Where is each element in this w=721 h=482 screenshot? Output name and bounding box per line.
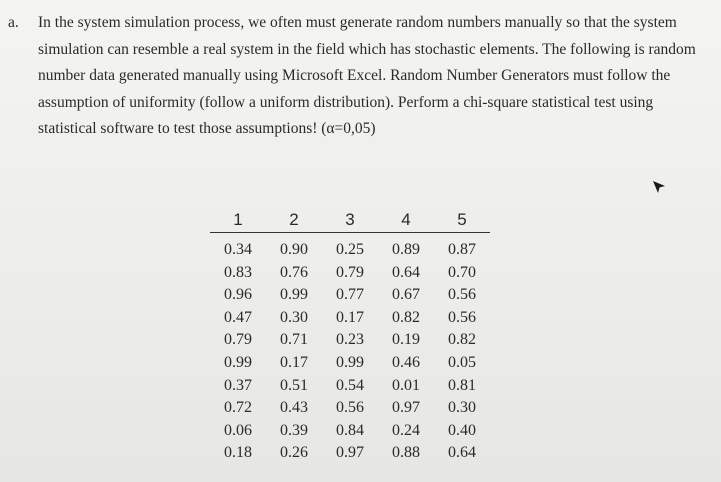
question-block — [8, 10, 698, 143]
random-number-table — [210, 210, 490, 465]
table-cell: 0.83 — [224, 263, 252, 281]
table-row — [210, 352, 490, 375]
table-cell: 0.89 — [392, 241, 420, 258]
table-cell: 0.64 — [448, 444, 476, 462]
table-cell: 0.17 — [336, 308, 364, 326]
table-cell: 0.99 — [336, 353, 364, 371]
table-row — [210, 233, 490, 262]
table-cell: 0.88 — [392, 444, 420, 462]
table-cell: 0.26 — [280, 444, 308, 462]
table-cell: 0.84 — [336, 421, 364, 439]
table-cell: 0.39 — [280, 421, 308, 439]
table-cell: 0.76 — [280, 263, 308, 281]
table-cell: 0.79 — [224, 331, 252, 349]
table-row — [210, 375, 490, 398]
table-cell: 0.40 — [448, 421, 476, 439]
column-header: 1 — [210, 210, 266, 233]
table-cell: 0.71 — [280, 331, 308, 349]
table-cell: 0.87 — [448, 241, 476, 258]
table-cell: 0.56 — [448, 286, 476, 304]
column-header: 3 — [322, 210, 378, 233]
table-cell: 0.56 — [336, 399, 364, 417]
table-row — [210, 307, 490, 330]
table-cell: 0.30 — [280, 308, 308, 326]
table-cell: 0.70 — [448, 263, 476, 281]
question-text: In the system simulation process, we often must generate random numbers manually so that the system simulation can resemble a real system in the field which has stochastic elements. The following is random number data generated manually using Microsoft Excel. Random Number Generators must follow the assumption of uniformity (follow a uniform distribution). Perform a chi-square statistical test using statistical software to test those assumptions! (α=0,05) — [38, 14, 696, 137]
table-cell: 0.97 — [392, 399, 420, 417]
table-cell: 0.54 — [336, 376, 364, 394]
table-row — [210, 442, 490, 465]
mouse-pointer-icon — [652, 180, 666, 194]
table-cell: 0.30 — [448, 399, 476, 417]
column-header: 5 — [434, 210, 490, 233]
table-cell: 0.17 — [280, 353, 308, 371]
table-cell: 0.46 — [392, 353, 420, 371]
table-cell: 0.82 — [448, 331, 476, 349]
table-body — [210, 233, 490, 465]
table-cell: 0.25 — [336, 241, 364, 258]
table-cell: 0.01 — [392, 376, 420, 394]
question-label: a. — [8, 14, 19, 31]
table-header-row — [210, 210, 490, 233]
table-cell: 0.72 — [224, 399, 252, 417]
table-cell: 0.37 — [224, 376, 252, 394]
table-row — [210, 329, 490, 352]
table-row — [210, 284, 490, 307]
table-cell: 0.51 — [280, 376, 308, 394]
table-cell: 0.56 — [448, 308, 476, 326]
table-cell: 0.47 — [224, 308, 252, 326]
table-cell: 0.99 — [280, 286, 308, 304]
table-cell: 0.34 — [224, 241, 252, 258]
table-cell: 0.67 — [392, 286, 420, 304]
table-cell: 0.81 — [448, 376, 476, 394]
table-cell: 0.43 — [280, 399, 308, 417]
column-header: 2 — [266, 210, 322, 233]
table-cell: 0.19 — [392, 331, 420, 349]
table-cell: 0.64 — [392, 263, 420, 281]
table-cell: 0.99 — [224, 353, 252, 371]
table-cell: 0.82 — [392, 308, 420, 326]
table-cell: 0.97 — [336, 444, 364, 462]
table-cell: 0.05 — [448, 353, 476, 371]
table-cell: 0.23 — [336, 331, 364, 349]
table-cell: 0.79 — [336, 263, 364, 281]
table-row — [210, 420, 490, 443]
table-row — [210, 397, 490, 420]
table-cell: 0.77 — [336, 286, 364, 304]
table-cell: 0.24 — [392, 421, 420, 439]
table-cell: 0.18 — [224, 444, 252, 462]
table-cell: 0.06 — [224, 421, 252, 439]
table-cell: 0.96 — [224, 286, 252, 304]
table-cell: 0.90 — [280, 241, 308, 258]
table-row — [210, 262, 490, 285]
column-header: 4 — [378, 210, 434, 233]
